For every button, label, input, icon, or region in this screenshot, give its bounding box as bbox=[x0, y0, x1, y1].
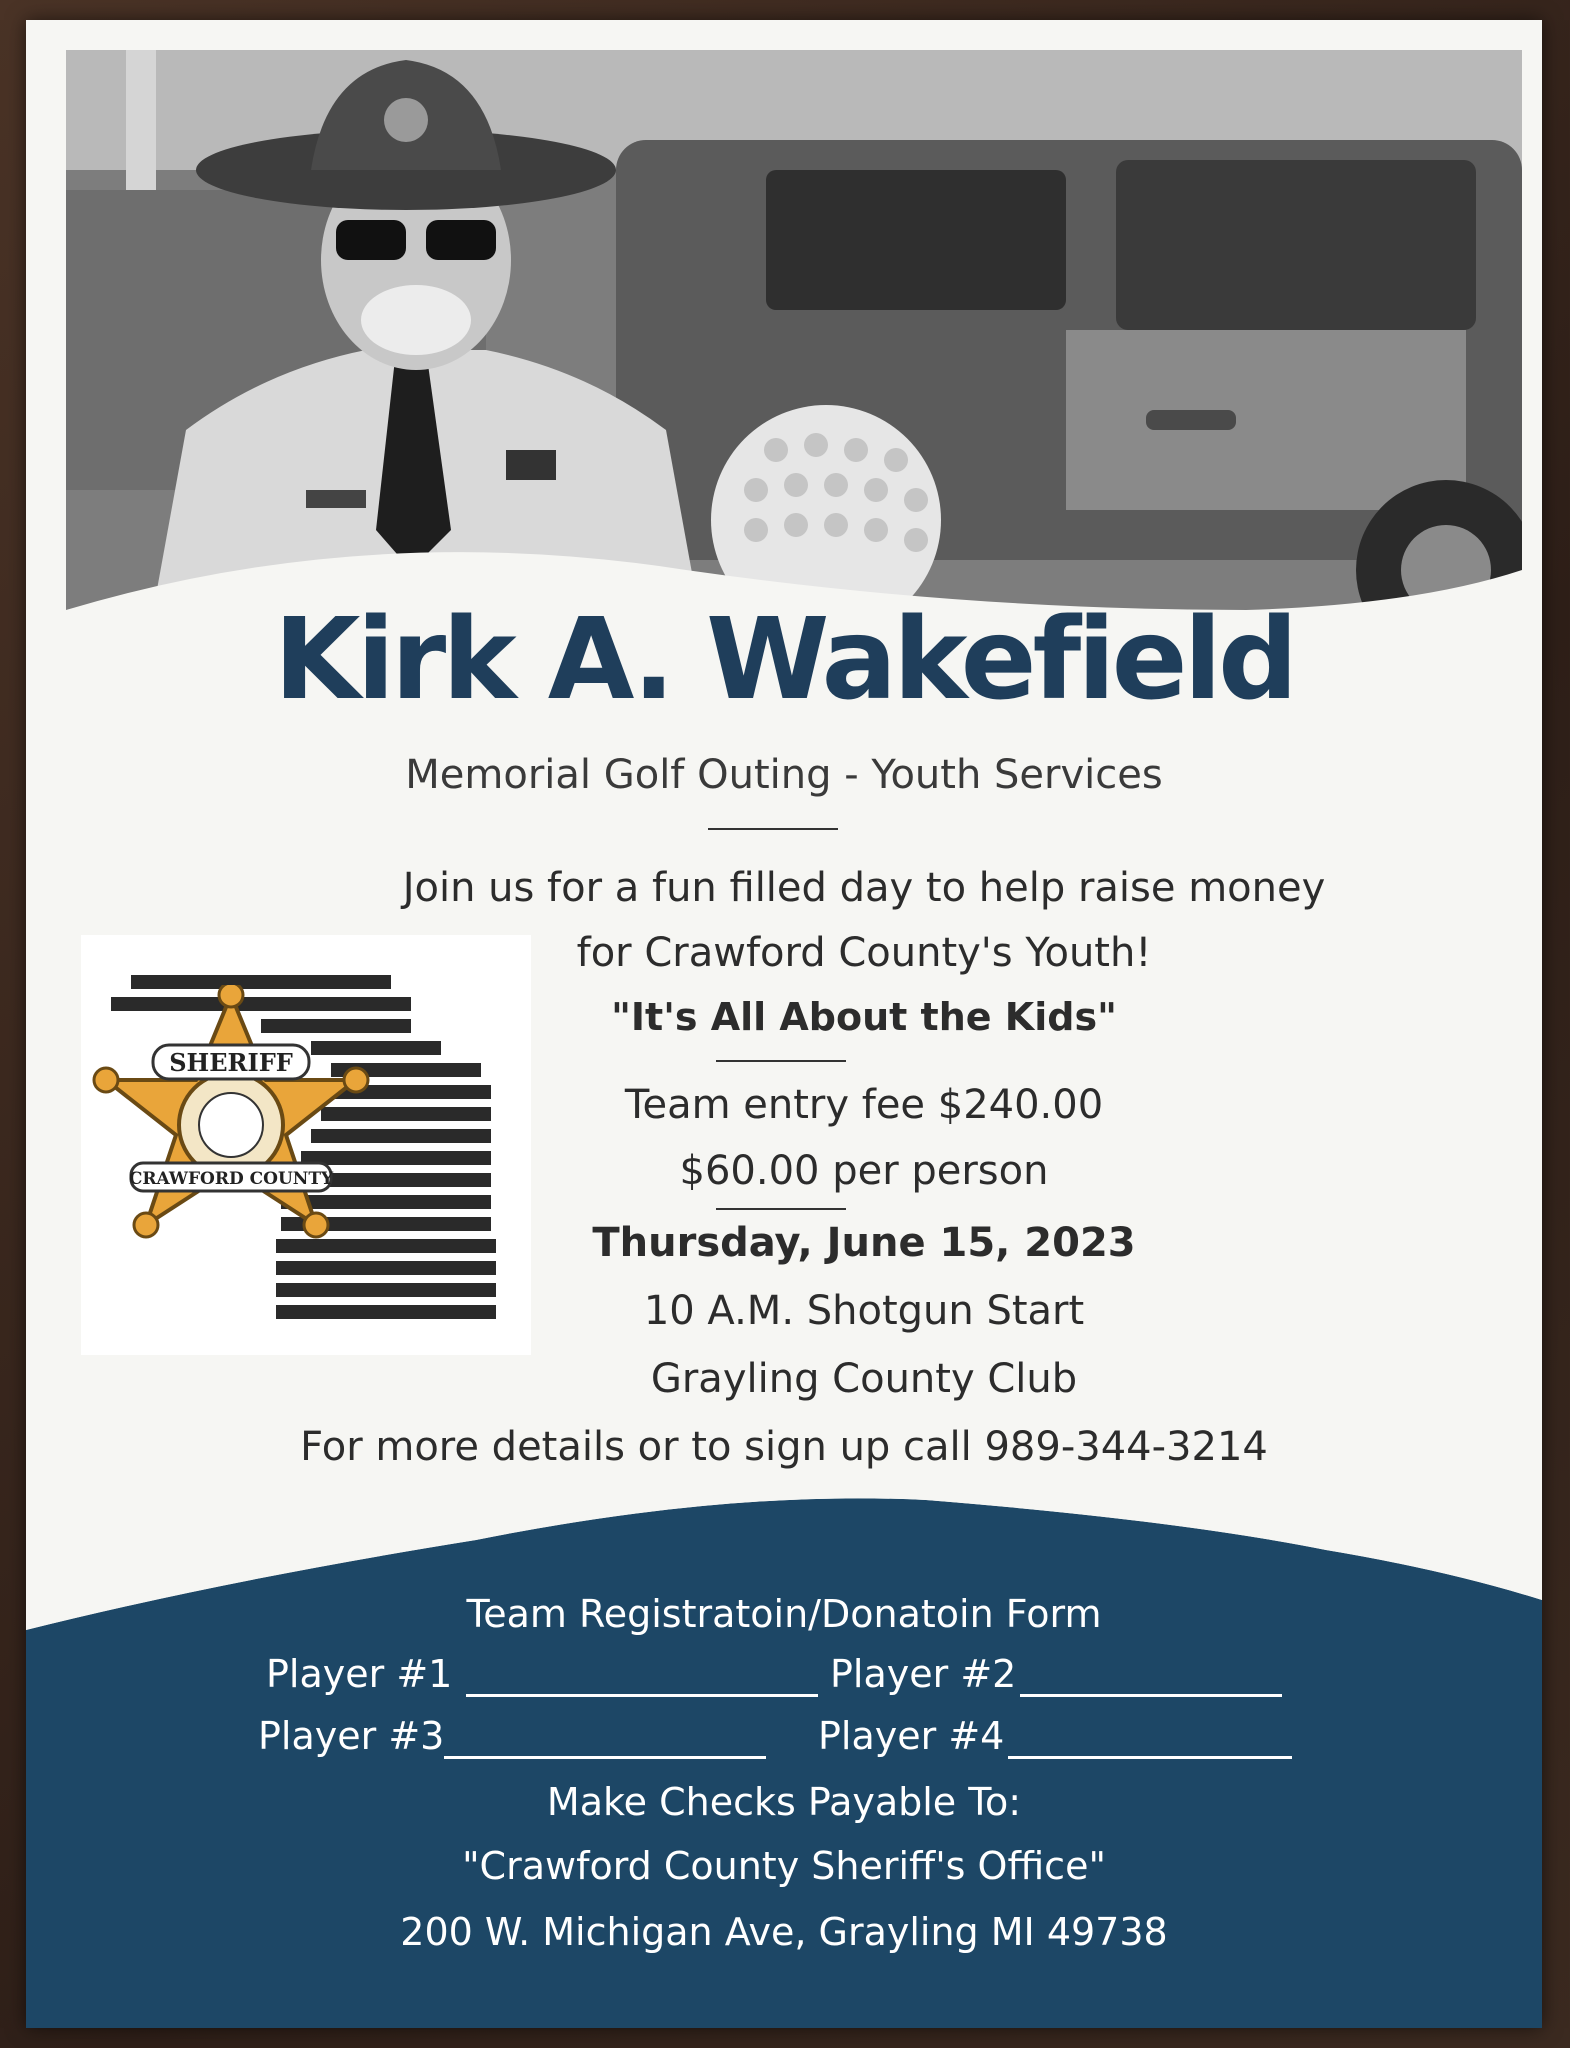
event-subtitle: Memorial Golf Outing - Youth Services bbox=[405, 752, 1163, 798]
contact-info: For more details or to sign up call 989-344-3214 bbox=[300, 1424, 1268, 1470]
badge-bottom-text: CRAWFORD COUNTY bbox=[128, 1169, 334, 1189]
header-photo bbox=[66, 50, 1522, 650]
start-time: 10 A.M. Shotgun Start bbox=[643, 1288, 1085, 1334]
per-person-fee: $60.00 per person bbox=[679, 1148, 1049, 1194]
player-4-label: Player #4 bbox=[818, 1714, 1005, 1758]
player-2-field[interactable] bbox=[1020, 1694, 1282, 1697]
mailing-address: 200 W. Michigan Ave, Grayling MI 49738 bbox=[400, 1910, 1168, 1954]
form-heading: Team Registratoin/Donatoin Form bbox=[466, 1592, 1102, 1636]
divider-3 bbox=[716, 1208, 846, 1210]
slogan: "It's All About the Kids" bbox=[611, 995, 1117, 1039]
event-date: Thursday, June 15, 2023 bbox=[592, 1220, 1136, 1266]
player-4-field[interactable] bbox=[1008, 1756, 1292, 1759]
sheriff-star-icon bbox=[91, 985, 371, 1285]
player-2-label: Player #2 bbox=[830, 1652, 1017, 1696]
sheriff-badge-graphic bbox=[81, 935, 531, 1355]
team-entry-fee: Team entry fee $240.00 bbox=[624, 1082, 1104, 1128]
player-3-field[interactable] bbox=[444, 1756, 766, 1759]
payee-name: "Crawford County Sheriff's Office" bbox=[462, 1844, 1106, 1888]
page-title: Kirk A. Wakefield bbox=[273, 595, 1295, 725]
flyer-page bbox=[26, 20, 1542, 2028]
divider-2 bbox=[716, 1060, 846, 1062]
venue: Grayling County Club bbox=[650, 1356, 1078, 1402]
registration-band bbox=[26, 1480, 1542, 2028]
checks-label: Make Checks Payable To: bbox=[546, 1780, 1022, 1824]
officer-photo-illustration bbox=[66, 50, 1522, 650]
player-1-field[interactable] bbox=[466, 1694, 818, 1697]
player-3-label: Player #3 bbox=[258, 1714, 445, 1758]
intro-line-2: for Crawford County's Youth! bbox=[576, 930, 1152, 976]
divider-1 bbox=[708, 828, 838, 830]
badge-top-text: SHERIFF bbox=[169, 1048, 293, 1077]
intro-line-1: Join us for a fun filled day to help raise money bbox=[402, 865, 1326, 911]
player-1-label: Player #1 bbox=[266, 1652, 453, 1696]
